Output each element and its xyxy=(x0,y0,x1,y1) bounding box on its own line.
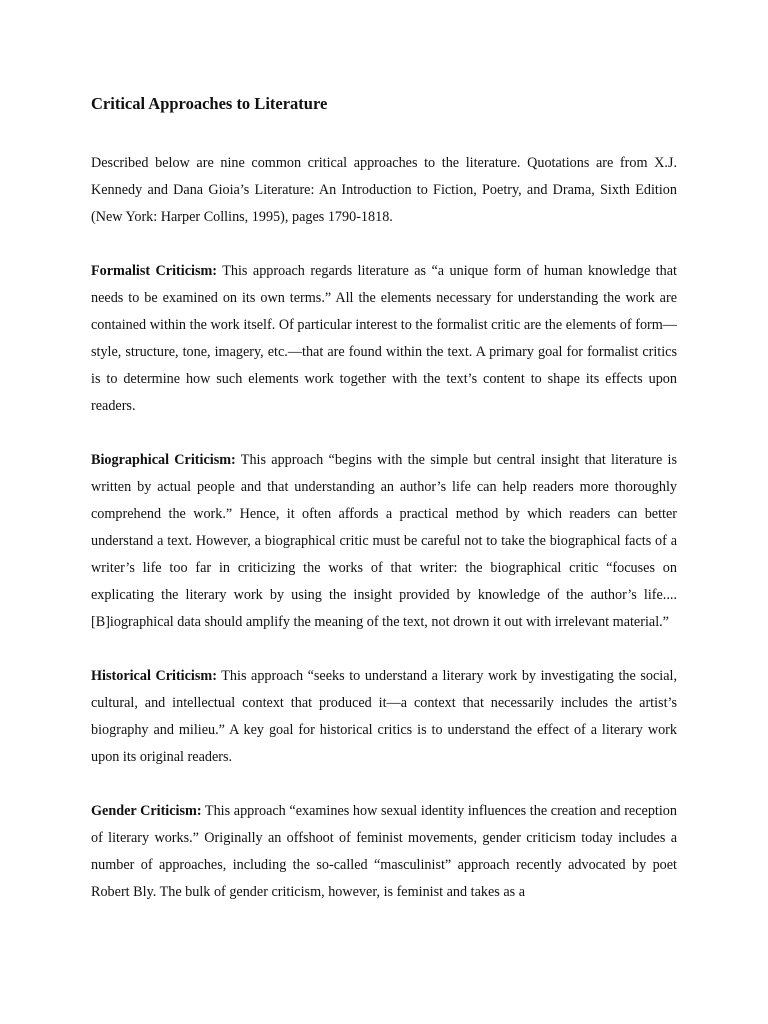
section-term: Gender Criticism: xyxy=(91,803,202,819)
intro-paragraph: Described below are nine common critical approaches to the literature. Quotations are from X.J. Kennedy and Dana Gioia’s Literature: An Introduction to Fiction, Poetry, and Drama, Sixth Edition (New York: Harper Collins, 1995), pages 1790-1818. xyxy=(91,155,677,225)
section-text: This approach “seeks to understand a literary work by investigating the social, cultural, and intellectual context that produced it—a context that necessarily includes the artist’s biography and milieu.” A key goal for historical critics is to understand the effect of a literary work upon its original readers. xyxy=(91,668,677,765)
section-historical xyxy=(91,663,677,771)
section-gender xyxy=(91,798,677,906)
section-text: This approach regards literature as “a unique form of human knowledge that needs to be examined on its own terms.” All the elements necessary for understanding the work are contained within the work itself. Of particular interest to the formalist critic are the elements of form—style, structure, tone, imagery, etc.—that are found within the text. A primary goal for formalist critics is to determine how such elements work together with the text’s content to shape its effects upon readers. xyxy=(91,263,677,414)
section-text: This approach “begins with the simple but central insight that literature is written by actual people and that understanding an author’s life can help readers more thoroughly comprehend the work.” Hence, it often affords a practical method by which readers can better understand a text. However, a biographical critic must be careful not to take the biographical facts of a writer’s life too far in criticizing the works of that writer: the biographical critic “focuses on explicating the literary work by using the insight provided by knowledge of the author’s life.... [B]iographical data should amplify the meaning of the text, not drown it out with irrelevant material.” xyxy=(91,452,677,630)
section-biographical xyxy=(91,447,677,636)
section-term: Historical Criticism: xyxy=(91,668,217,684)
section-formalist xyxy=(91,258,677,420)
section-term: Formalist Criticism: xyxy=(91,263,218,279)
section-term: Biographical Criticism: xyxy=(91,452,236,468)
section-text: This approach “examines how sexual identity influences the creation and reception of literary works.” Originally an offshoot of feminist movements, gender criticism today includes a number of approaches, including the so-called “masculinist” approach recently advocated by poet Robert Bly. The bulk of gender criticism, however, is feminist and takes as a xyxy=(91,803,677,900)
document-title: Critical Approaches to Literature xyxy=(91,94,328,113)
document-body xyxy=(91,93,677,933)
